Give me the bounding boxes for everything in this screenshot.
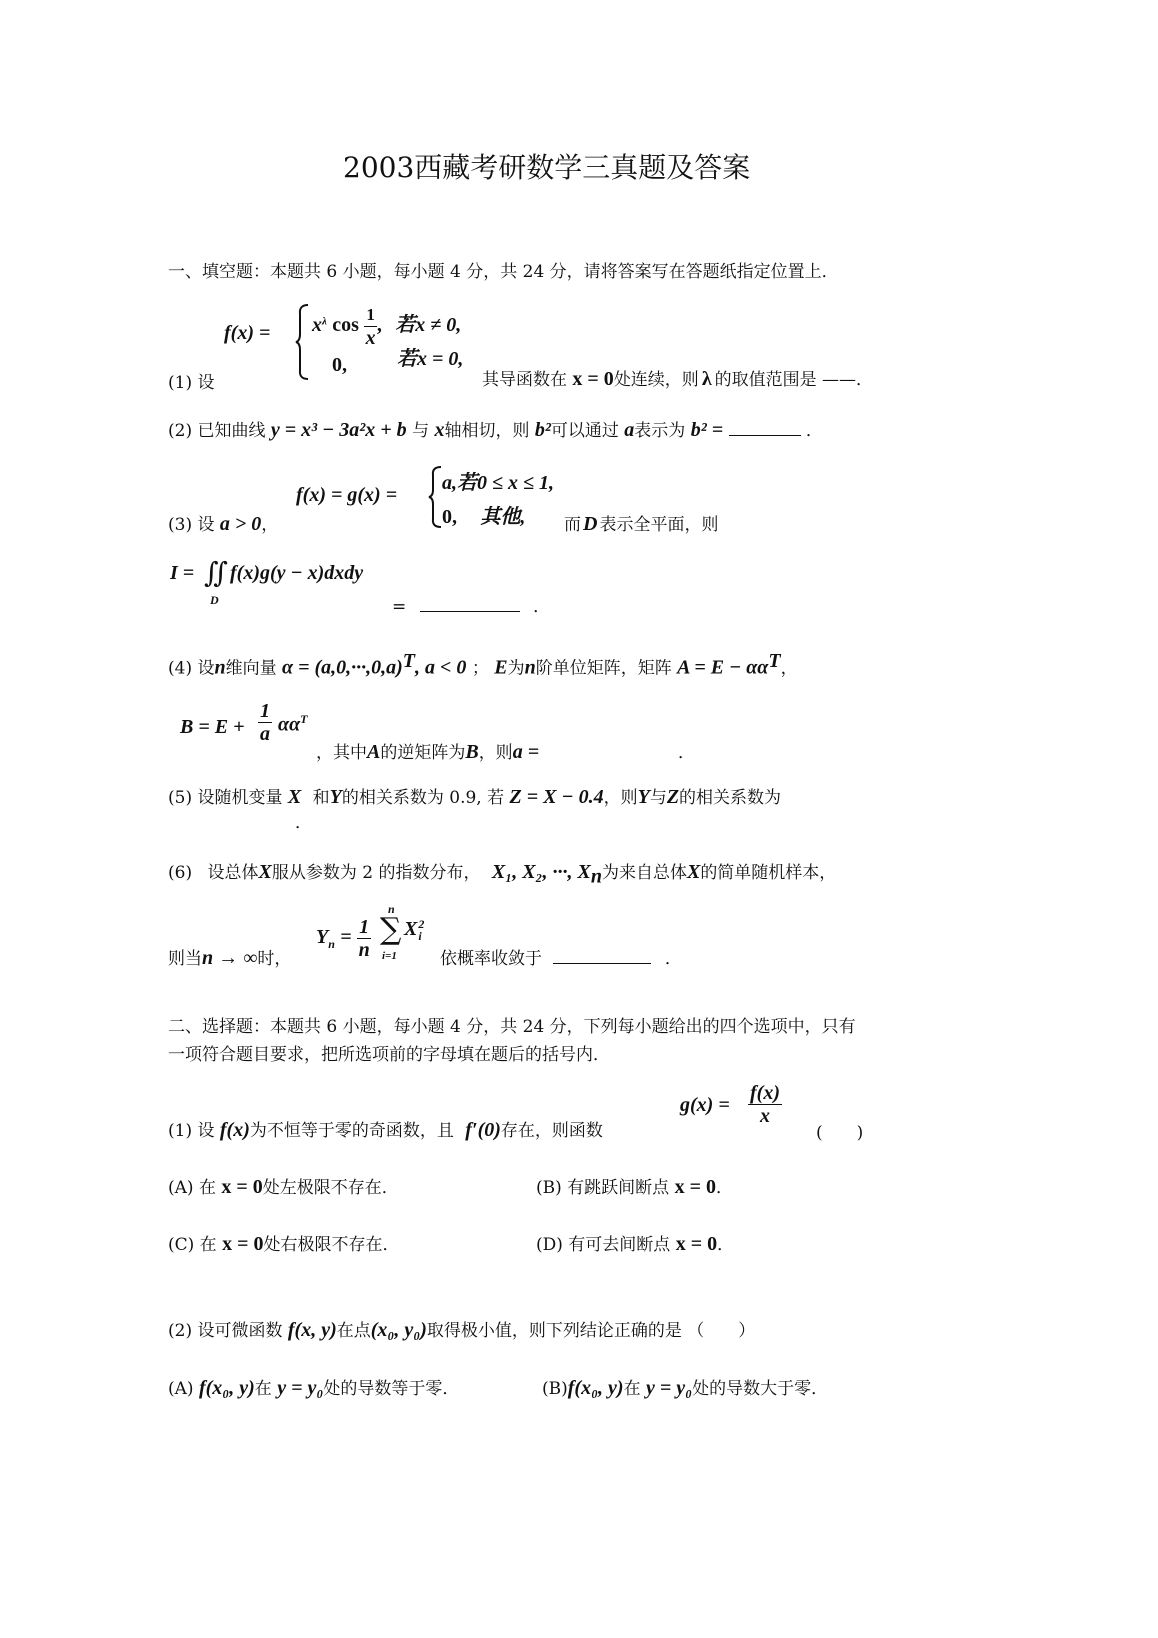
section1-heading: 一、填空题：本题共 6 小题，每小题 4 分，共 24 分，请将答案写在答题纸指定位置上．: [168, 262, 839, 282]
q3-integral-lhs: I =: [170, 562, 195, 584]
q3-answer: = ．: [392, 597, 551, 617]
q3-integral-domain: D: [210, 593, 219, 607]
s2q1-option-d[interactable]: (D) 有可去间断点 x = 0．: [536, 1233, 735, 1255]
s2q1-g-fraction: $\frac{f(x)}{x}$: [750, 1082, 780, 1127]
fill-question-2: (2) 已知曲线 y = x³ − 3a²x + b 与 x轴相切，则 b²可以通过 a表示为 b² = ．: [168, 419, 823, 441]
q4-b-tail: $\alpha\alpha^T$: [278, 712, 308, 736]
s2q2-option-a[interactable]: (A) f(x₀, y)在 y = y₀处的导数等于零．: [168, 1377, 460, 1399]
section2-heading-line2: 一项符合题目要求，把所选项前的字母填在题后的括号内．: [168, 1045, 610, 1065]
fill-question-5: (5) 设随机变量 X 和Y的相关系数为 0.9, 若 Z = X − 0.4，则Y与Z的相关系数为: [168, 786, 782, 808]
q1-case2-value: 0,: [332, 354, 347, 376]
q4-fraction: $\frac{1}{a}$: [260, 700, 270, 745]
s2q1-option-a[interactable]: (A) 在 x = 0处左极限不存在．: [168, 1176, 399, 1198]
q4-b-lhs: B = E +: [180, 716, 245, 738]
q6-line2-a: 则当n → ∞时，: [168, 947, 292, 969]
s2q2-stem: (2) 设可微函数 f(x, y)在点(x₀, y₀)取得极小值，则下列结论正确的是 （ ）: [168, 1319, 756, 1341]
answer-blank: [420, 601, 520, 612]
q3-function-lhs: f(x) = g(x) =: [296, 484, 398, 506]
page-title: 2003西藏考研数学三真题及答案: [343, 151, 751, 184]
q1-text: 其导函数在 x = 0处连续，则 λ 的取值范围是 ——．: [482, 368, 874, 390]
s2q2-option-b[interactable]: (B)f(x₀, y)在 y = y₀处的导数大于零．: [542, 1377, 829, 1399]
brace-icon: [295, 304, 309, 380]
s2q1-option-b[interactable]: (B) 有跳跃间断点 x = 0．: [536, 1176, 733, 1198]
q1-case1: $x^\lambda$ cos $\frac{1}{x}$ , 若x ≠ 0,: [312, 305, 462, 349]
s2q1-g-lhs: g(x) =: [680, 1094, 730, 1116]
q4-line2-text: ，其中A的逆矩阵为B，则a =: [316, 741, 540, 763]
q6-sum-lower: i=1: [382, 950, 397, 962]
q3-case2: 0, 其他,: [442, 506, 526, 528]
q1-number: (1) 设: [168, 373, 215, 393]
answer-parentheses[interactable]: ( ): [816, 1123, 864, 1143]
double-integral-icon: ∬: [204, 556, 228, 589]
brace-icon: [428, 466, 442, 528]
q5-end: ．: [295, 813, 312, 833]
q3-case1: a,若0 ≤ x ≤ 1,: [442, 472, 554, 494]
s2q1-option-c[interactable]: (C) 在 x = 0处右极限不存在．: [168, 1233, 400, 1255]
q3-line1-tail: 而 D 表示全平面，则: [564, 513, 719, 535]
q6-yn-expression: $Y_n$ = $\frac{1}{n}$: [316, 916, 370, 961]
q4-line1: (4) 设n维向量 $\alpha = (a,0,\cdot\cdot\cdot,0,a)^T$, a < 0 ； E为n阶单位矩阵，矩阵 $A = E - \alpha\alpha^T$，: [168, 650, 798, 679]
q1-fraction: $\frac{1}{x}$: [365, 305, 376, 349]
q6-sum-term: X 2 i: [404, 917, 425, 944]
answer-blank: [553, 953, 651, 964]
q3-integral-body: f(x)g(y − x)dxdy: [230, 562, 364, 584]
q3-line1: (3) 设 a > 0，: [168, 513, 279, 535]
answer-blank: [729, 425, 801, 436]
q4-end: ．: [678, 743, 695, 763]
q1-case2-cond: 若x = 0,: [397, 348, 464, 370]
s2q1-stem: (1) 设 f(x)为不恒等于零的奇函数，且 f′(0)存在，则函数: [168, 1119, 603, 1141]
section2-heading-line1: 二、选择题：本题共 6 小题，每小题 4 分，共 24 分，下列每小题给出的四个选项中，只有: [168, 1017, 856, 1037]
q6-sum-upper: n: [388, 902, 395, 916]
q6-line1: (6) 设总体X服从参数为 2 的指数分布， X₁, X₂, ···, $X_n$为来自总体X的简单随机样本，: [168, 861, 837, 888]
q6-line2-c: 依概率收敛于 ．: [440, 949, 682, 969]
q1-function-lhs: f(x) =: [224, 322, 271, 344]
summation-icon: ∑: [380, 912, 402, 947]
